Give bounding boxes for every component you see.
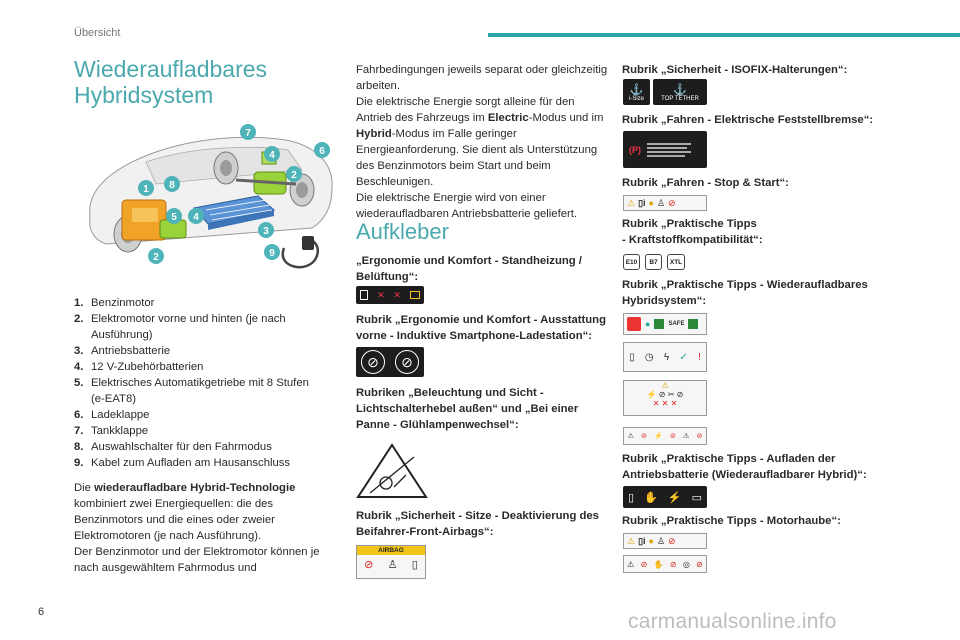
callout-9: [264, 244, 280, 260]
rubric-fuel: Rubrik „Praktische Tipps - Kraftstoffkompatibilität“:: [622, 218, 763, 246]
legend-item: 9. Kabel zum Aufladen am Hausanschluss: [74, 457, 291, 469]
lightning-icon: ϟ: [663, 351, 670, 363]
legend-item: 7. Tankklappe: [74, 425, 149, 437]
hood-sticker-1: [623, 533, 707, 549]
rubric-airbag: Rubrik „Sicherheit - Sitze - Deaktivierung des Beifahrer-Front-Airbags“:: [356, 510, 599, 538]
fuel-b7-icon: B7: [645, 254, 662, 270]
manual-icon: ▯: [629, 351, 635, 363]
callout-2a: [286, 166, 302, 182]
clock-icon: ◷: [644, 351, 654, 363]
hybrid-sticker-3: ⚠ ⚡ ⊘ ✂ ⊘ ✕ ✕ ✕: [623, 380, 707, 416]
section-title-line1: Wiederaufladbares: [74, 56, 268, 82]
warning-icon: ⚠: [627, 197, 636, 208]
legend-item: 5. Elektrisches Automatikgetriebe mit 8 Stufen (e-EAT8): [74, 377, 309, 405]
isize-icon: ⚓ i-Size: [623, 79, 650, 105]
callout-6: [314, 142, 330, 158]
manual-icon: ▯: [411, 559, 418, 571]
col2-paragraph-3: Die elektrische Energie wird von einer wiederaufladbaren Antriebsbatterie geliefert.: [356, 192, 578, 220]
callout-5: [166, 208, 182, 224]
warning-icon: ⚠: [661, 381, 669, 390]
rubric-isofix: Rubrik „Sicherheit - ISOFIX-Halterungen“:: [622, 64, 848, 76]
intro-paragraph-2: Der Benzinmotor und der Elektromotor können je nach ausgewähltem Fahrmodus und: [74, 546, 320, 574]
svg-text:4: 4: [269, 150, 275, 161]
intro-paragraph-1: Die wiederaufladbare Hybrid-Technologie kombiniert zwei Energiequellen: die des Benzinmotors und die eines oder zweier Elektromotoren (je nach Ausführung).: [74, 482, 296, 542]
svg-text:7: 7: [245, 128, 251, 139]
callout-7: [240, 124, 256, 140]
parking-brake-sticker: [623, 131, 707, 168]
hybrid-sticker-2: [623, 342, 707, 372]
svg-text:1: 1: [143, 184, 149, 195]
rubric-charging: Rubrik „Praktische Tipps - Aufladen der Antriebsbatterie (Wiederaufladbarer Hybrid)“:: [622, 453, 867, 481]
svg-text:3: 3: [263, 226, 269, 237]
fuel-xtl-icon: XTL: [667, 254, 685, 270]
legend-item: 3. Antriebsbatterie: [74, 345, 171, 357]
no-child-seat-icon: ⊘: [364, 559, 374, 571]
rubric-parking-brake: Rubrik „Fahren - Elektrische Feststellbremse“:: [622, 114, 874, 126]
col2-paragraph-2: Die elektrische Energie sorgt alleine für den Antrieb des Fahrzeugs im Electric-Modus und im Hybrid-Modus im Falle geringer Energieanforderung. Sie dient als Unterstützung des Benzinmotors beim Start und beim Beschleunigen.: [356, 96, 604, 188]
lamp-warning-icon: [356, 443, 428, 499]
column-1: [74, 56, 324, 108]
watermark: carmanualsonline.info: [628, 610, 837, 633]
column-2-text: [356, 62, 608, 222]
intro-text: [74, 480, 326, 576]
section-title-line2: Hybridsystem: [74, 82, 214, 108]
hood-sticker-2: ⚠ ⊘ ✋ ⊘ ◎ ⊘: [623, 555, 707, 573]
rubric-stop-start: Rubrik „Fahren - Stop & Start“:: [622, 177, 789, 189]
warning-icon: ⚠: [627, 535, 636, 546]
labels-heading: Aufkleber: [356, 219, 449, 244]
callout-4a: [264, 146, 280, 162]
legend-item: 1. Benzinmotor: [74, 297, 155, 309]
rubric-hybrid-system: Rubrik „Praktische Tipps - Wiederaufladbares Hybridsystem“:: [622, 279, 868, 307]
section-title: [74, 56, 324, 108]
no-icon: ⊘: [668, 535, 676, 546]
legend-item: 6. Ladeklappe: [74, 409, 150, 421]
check-icon: ✓: [679, 351, 688, 363]
person-icon: ♙: [656, 197, 666, 208]
callout-4b: [188, 208, 204, 224]
airbag-seat-icon: ♙: [387, 559, 398, 571]
col2-paragraph-1: Fahrbedingungen jeweils separat oder gleichzeitig arbeiten.: [356, 64, 608, 92]
hybrid-sticker-4: ⚠ ⊘ ⚡ ⊘ ⚠ ⊘: [623, 427, 707, 445]
hybrid-sticker-1: ● SAFE: [623, 313, 707, 335]
callout-8: [164, 176, 180, 192]
no-icon: ⊘: [668, 197, 676, 208]
rubric-heating: „Ergonomie und Komfort - Standheizung / Belüftung“:: [356, 255, 582, 283]
hybrid-system-figure: [76, 118, 342, 280]
car-icon: ▭: [691, 491, 702, 504]
rubric-lighting: Rubriken „Beleuchtung und Sicht - Lichtschalterhebel außen“ und „Bei einer Panne - Glühlampenwechsel“:: [356, 387, 579, 431]
svg-text:6: 6: [319, 146, 325, 157]
legend-item: 4. 12 V-Zubehörbatterien: [74, 361, 204, 373]
svg-text:2: 2: [291, 170, 297, 181]
callout-3: [258, 222, 274, 238]
callout-2b: [148, 248, 164, 264]
person-icon: ♙: [656, 535, 666, 546]
rubric-wireless-charging: Rubrik „Ergonomie und Komfort - Ausstattung vorne - Induktive Smartphone-Ladestation“:: [356, 314, 606, 342]
airbag-sticker: [356, 545, 426, 579]
airbag-label: AIRBAG: [357, 546, 425, 555]
manual-icon: ▯i: [638, 197, 646, 208]
manual-icon: ▯i: [638, 535, 646, 546]
svg-text:8: 8: [169, 180, 175, 191]
header-accent-bar: [488, 33, 960, 37]
engine-icon: ●: [648, 536, 654, 546]
red-warning-icon: [627, 317, 641, 331]
charge-icon: ⚡: [667, 491, 682, 504]
green-block-icon: [654, 319, 664, 329]
hand-icon: ✋: [644, 491, 658, 504]
callout-1: [138, 180, 154, 196]
stop-start-sticker: [623, 195, 707, 211]
wireless-charging-sticker-icon: ⊘ ⊘: [356, 347, 424, 377]
legend-item: 2. Elektromotor vorne und hinten (je nach Ausführung): [74, 313, 286, 341]
page-number: 6: [38, 606, 45, 618]
legend-item: 8. Auswahlschalter für den Fahrmodus: [74, 441, 272, 453]
charging-sticker: [623, 486, 707, 508]
exclaim-icon: !: [698, 351, 701, 363]
engine-icon: ●: [648, 198, 654, 208]
svg-text:5: 5: [171, 212, 177, 223]
svg-text:2: 2: [153, 252, 159, 263]
header-section-title: Übersicht: [74, 27, 121, 39]
svg-text:4: 4: [193, 212, 199, 223]
fuel-e10-icon: E10: [623, 254, 640, 270]
figure-legend: [74, 295, 324, 471]
heating-sticker-icon: ✕ ✕: [356, 286, 424, 304]
top-tether-icon: ⚓ TOP TETHER: [653, 79, 707, 105]
brake-icon: (P): [629, 144, 641, 155]
svg-text:9: 9: [269, 248, 275, 259]
plug-icon: ▯: [628, 491, 635, 504]
rubric-hood: Rubrik „Praktische Tipps - Motorhaube“:: [622, 515, 841, 527]
